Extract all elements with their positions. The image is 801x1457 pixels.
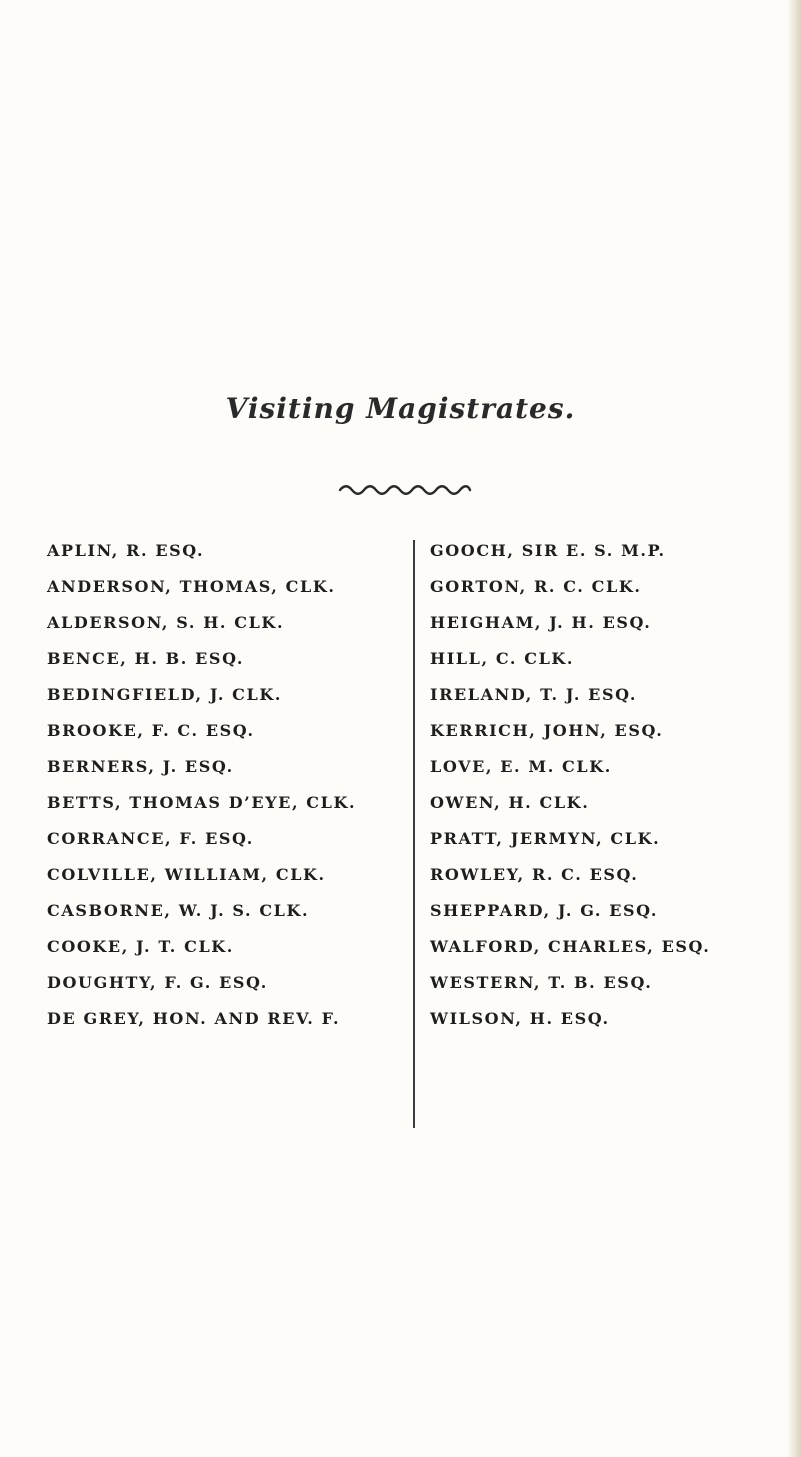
list-item: BENCE, H. B. ESQ. [47, 649, 244, 668]
list-item: WESTERN, T. B. ESQ. [430, 973, 653, 992]
list-item: BROOKE, F. C. ESQ. [47, 721, 255, 740]
page-title: Visiting Magistrates. [225, 392, 576, 425]
list-item: KERRICH, JOHN, ESQ. [430, 721, 664, 740]
list-item: LOVE, E. M. CLK. [430, 757, 612, 776]
list-item: WALFORD, CHARLES, ESQ. [430, 937, 711, 956]
list-item: COOKE, J. T. CLK. [47, 937, 234, 956]
page-edge-shadow [787, 0, 801, 1457]
list-item: CASBORNE, W. J. S. CLK. [47, 901, 310, 920]
list-item: BERNERS, J. ESQ. [47, 757, 234, 776]
list-item: APLIN, R. ESQ. [47, 541, 205, 560]
list-item: GOOCH, SIR E. S. M.P. [430, 541, 666, 560]
list-item: IRELAND, T. J. ESQ. [430, 685, 638, 704]
list-item: CORRANCE, F. ESQ. [47, 829, 254, 848]
left-name-column [47, 542, 356, 1046]
list-item: HILL, C. CLK. [430, 649, 575, 668]
column-divider [413, 540, 415, 1128]
list-item: BEDINGFIELD, J. CLK. [47, 685, 283, 704]
list-item: SHEPPARD, J. G. ESQ. [430, 901, 659, 920]
list-item: WILSON, H. ESQ. [430, 1009, 610, 1028]
list-item: COLVILLE, WILLIAM, CLK. [47, 865, 326, 884]
list-item: BETTS, THOMAS D’EYE, CLK. [47, 793, 357, 812]
list-item: ALDERSON, S. H. CLK. [47, 613, 285, 632]
right-name-column [430, 542, 710, 1046]
list-item: ROWLEY, R. C. ESQ. [430, 865, 639, 884]
wavy-rule-ornament [338, 484, 472, 496]
list-item: PRATT, JERMYN, CLK. [430, 829, 661, 848]
list-item: DOUGHTY, F. G. ESQ. [47, 973, 268, 992]
list-item: OWEN, H. CLK. [430, 793, 590, 812]
list-item: GORTON, R. C. CLK. [430, 577, 642, 596]
list-item: HEIGHAM, J. H. ESQ. [430, 613, 652, 632]
list-item: DE GREY, HON. AND REV. F. [47, 1009, 341, 1028]
list-item: ANDERSON, THOMAS, CLK. [47, 577, 336, 596]
